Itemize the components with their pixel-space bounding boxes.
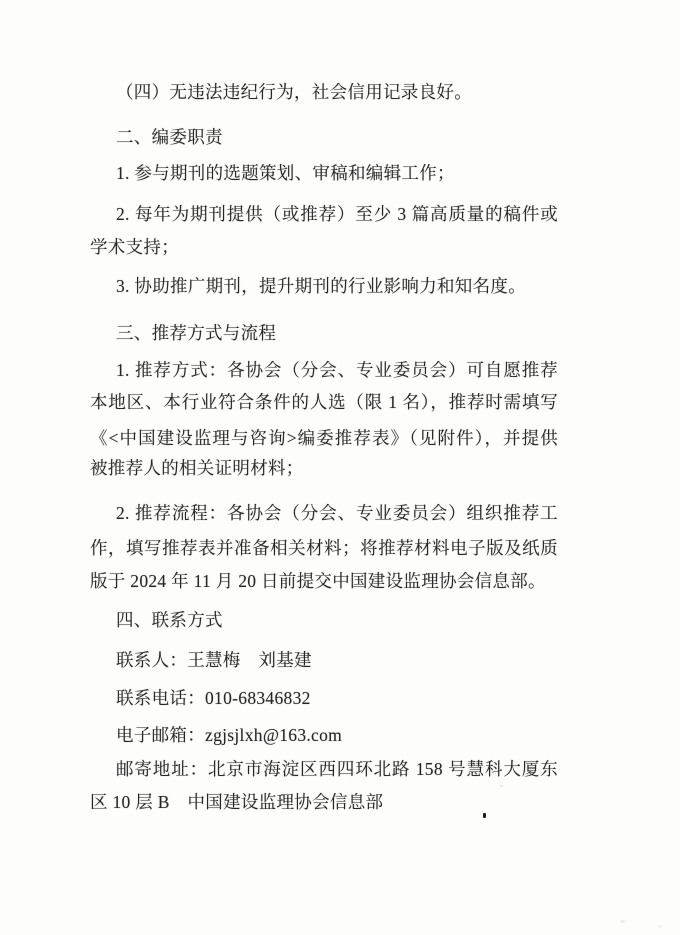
scan-speck — [658, 925, 662, 928]
para-clause-four: （四）无违法违纪行为，社会信用记录良好。 — [116, 82, 472, 102]
sec2-item1: 1. 参与期刊的选题策划、审稿和编辑工作； — [116, 163, 455, 183]
sec3-item2-line1: 2. 推荐流程：各协会（分会、专业委员会）组织推荐工 — [116, 503, 558, 523]
heading-section-two: 二、编委职责 — [116, 127, 223, 147]
sec2-item2-line2: 学术支持； — [90, 237, 179, 257]
sec3-item1-line4: 被推荐人的相关证明材料； — [90, 458, 304, 478]
scan-speck — [500, 785, 503, 787]
scan-ink-dot — [483, 813, 486, 818]
sec2-item2-line1: 2. 每年为期刊提供（或推荐）至少 3 篇高质量的稿件或 — [116, 204, 558, 224]
address-line-1: 邮寄地址：北京市海淀区西四环北路 158 号慧科大厦东 — [116, 759, 558, 779]
sec3-item2-line3: 版于 2024 年 11 月 20 日前提交中国建设监理协会信息部。 — [90, 571, 546, 591]
heading-section-four: 四、联系方式 — [116, 610, 223, 630]
contact-person-line: 联系人：王慧梅 刘基建 — [116, 650, 312, 670]
sec3-item1-line3: 《<中国建设监理与咨询>编委推荐表》（见附件），并提供 — [90, 428, 558, 448]
heading-section-three: 三、推荐方式与流程 — [116, 323, 277, 343]
sec3-item1-line1: 1. 推荐方式：各协会（分会、专业委员会）可自愿推荐 — [116, 360, 558, 380]
address-line-2: 区 10 层 B 中国建设监理协会信息部 — [90, 792, 384, 812]
scan-speck — [620, 920, 625, 923]
sec2-item3: 3. 协助推广期刊，提升期刊的行业影响力和知名度。 — [116, 276, 526, 296]
sec3-item2-line2: 作，填写推荐表并准备相关材料；将推荐材料电子版及纸质 — [90, 538, 558, 558]
sec3-item1-line2: 本地区、本行业符合条件的人选（限 1 名），推荐时需填写 — [90, 392, 558, 412]
contact-phone-line: 联系电话：010-68346832 — [116, 688, 311, 708]
contact-email-line: 电子邮箱：zgjsjlxh@163.com — [116, 725, 343, 745]
